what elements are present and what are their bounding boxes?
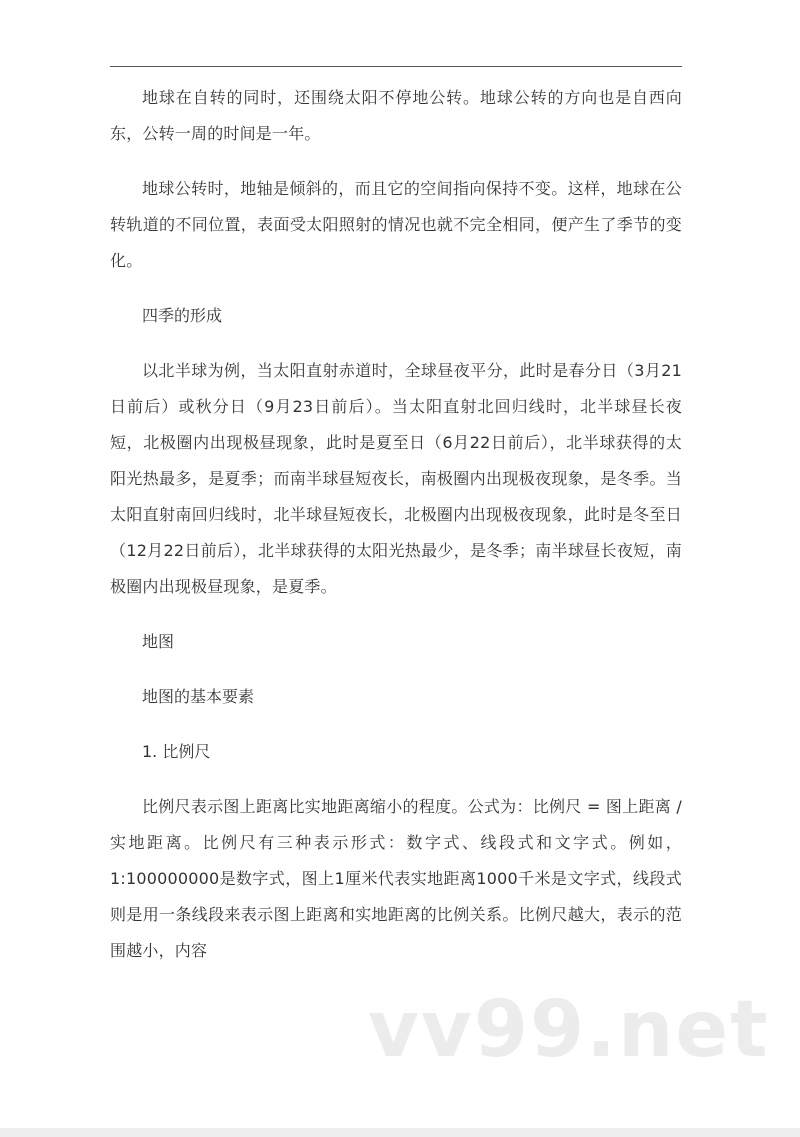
heading-map-elements: 地图的基本要素 [142, 687, 255, 706]
header-rule [110, 66, 682, 67]
document-body [110, 80, 682, 988]
watermark: vv99.net [368, 985, 770, 1075]
paragraph-seasons: 以北半球为例，当太阳直射赤道时，全球昼夜平分，此时是春分日（3月21日前后）或秋分日（9月23日前后）。当太阳直射北回归线时，北半球昼长夜短，北极圈内出现极昼现象，此时是夏至日（6月22日前后），北半球获得的太阳光热最多，是夏季；而南半球昼短夜长，南极圈内出现极夜现象，是冬季。当太阳直射南回归线时，北半球昼短夜长，北极圈内出现极夜现象，此时是冬至日（12月22日前后），北半球获得的太阳光热最少，是冬季；南半球昼长夜短，南极圈内出现极昼现象，是夏季。 [110, 361, 682, 596]
heading-seasons: 四季的形成 [142, 306, 223, 325]
heading-scale: 1. 比例尺 [142, 742, 211, 761]
page-bottom-edge [0, 1128, 800, 1137]
paragraph-axis-tilt: 地球公转时，地轴是倾斜的，而且它的空间指向保持不变。这样，地球在公转轨道的不同位置，表面受太阳照射的情况也就不完全相同，便产生了季节的变化。 [110, 179, 682, 270]
paragraph-scale: 比例尺表示图上距离比实地距离缩小的程度。公式为：比例尺 = 图上距离 / 实地距离。比例尺有三种表示形式：数字式、线段式和文字式。例如，1:100000000是数字式，图上1厘米代表实地距离1000千米是文字式，线段式则是用一条线段来表示图上距离和实地距离的比例关系。比例尺越大，表示的范围越小，内容 [110, 797, 682, 960]
paragraph-revolution: 地球在自转的同时，还围绕太阳不停地公转。地球公转的方向也是自西向东，公转一周的时间是一年。 [110, 88, 682, 143]
heading-map: 地图 [142, 632, 175, 651]
